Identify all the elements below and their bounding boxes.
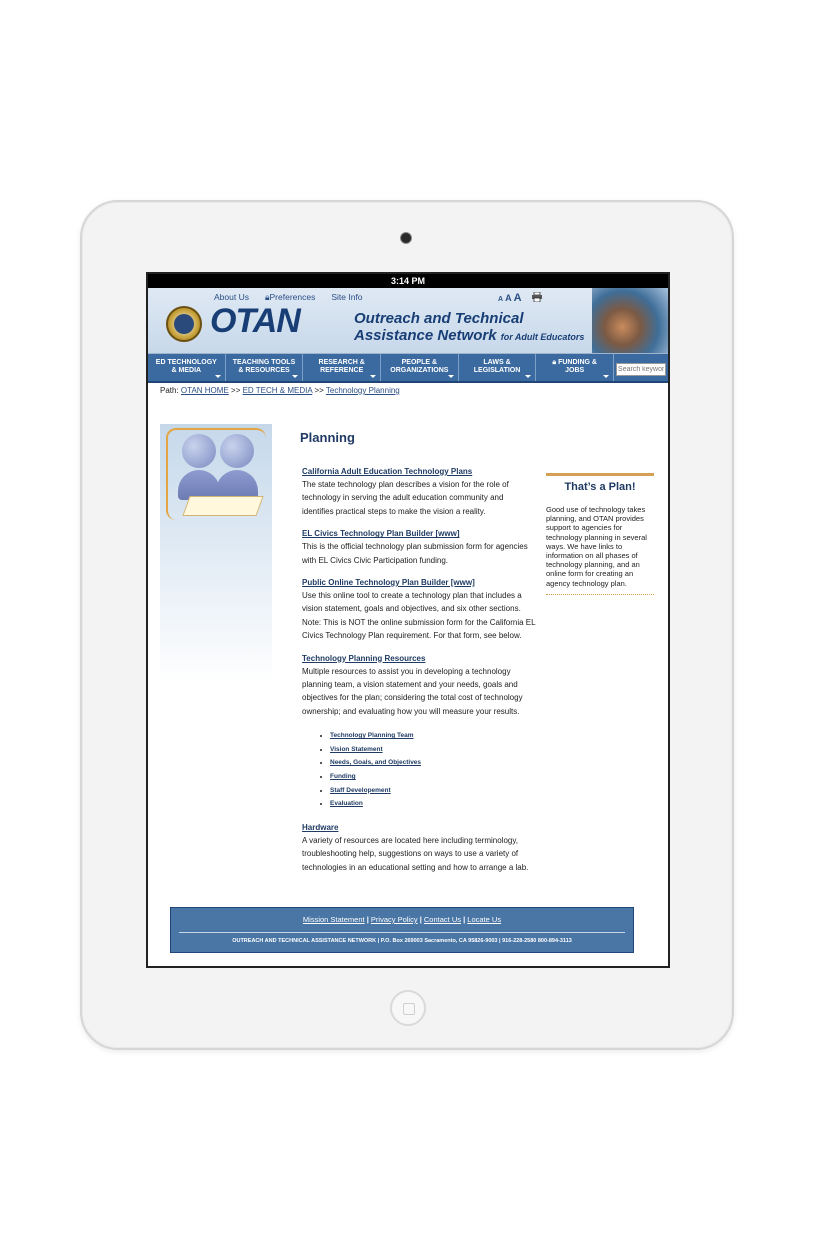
breadcrumb-sep: >> (231, 386, 241, 395)
nav-research[interactable] (303, 354, 381, 381)
footer-mission-link[interactable]: Mission Statement (302, 915, 365, 924)
site-info-link[interactable]: Site Info (331, 292, 363, 302)
list-item (330, 770, 536, 784)
font-size-controls (498, 292, 524, 304)
chevron-down-icon (370, 375, 376, 378)
sublink[interactable]: Funding (330, 773, 356, 781)
nav-label-1: ED TECHNOLOGY (155, 359, 217, 366)
lock-icon: 🔒︎ (552, 359, 557, 366)
section-link[interactable]: EL Civics Technology Plan Builder [www] (302, 529, 460, 539)
anniversary-seal (166, 306, 202, 342)
sublink[interactable]: Needs, Goals, and Objectives (330, 759, 422, 767)
sublink[interactable]: Technology Planning Team (330, 732, 414, 740)
otan-logo[interactable]: OTAN (210, 302, 300, 340)
preferences-label: Preferences (269, 292, 316, 302)
tagline-line-3: for Adult Educators (500, 332, 585, 342)
planning-illustration (160, 424, 272, 684)
nav-laws[interactable] (459, 354, 537, 381)
font-medium-button[interactable]: A (505, 293, 512, 303)
header-photo (592, 288, 668, 353)
footer-sep: | (366, 915, 369, 924)
chevron-down-icon (525, 375, 531, 378)
font-large-button[interactable]: A (513, 292, 522, 304)
chevron-down-icon (292, 375, 298, 378)
section-desc: A variety of resources are located here including terminology, troubleshooting help, suggestions on ways to use a variety of technologies in an educational setting and how to arrange a lab. (302, 835, 529, 872)
section (302, 654, 536, 719)
resource-list (302, 729, 536, 811)
nav-label-1: FUNDING & (558, 359, 597, 366)
nav-people[interactable] (381, 354, 459, 381)
section-desc: Multiple resources to assist you in developing a technology planning team, a vision statement and your needs, goals and objectives for the plan; considering the total cost of technology ownership; and evaluating how you will measure your results. (302, 666, 523, 716)
main-nav (148, 354, 668, 383)
nav-teaching-tools[interactable] (226, 354, 304, 381)
nav-label-2: & MEDIA (171, 367, 202, 374)
footer-contact-link[interactable]: Contact Us (423, 915, 461, 924)
site-header (148, 288, 668, 354)
footer-sep: | (419, 915, 422, 924)
nav-label-1: PEOPLE & (401, 359, 438, 366)
home-button[interactable] (390, 990, 426, 1026)
screen (146, 272, 670, 968)
section-desc: Use this online tool to create a technology plan that includes a vision statement, goals and objectives, and six other sections. Note: This is NOT the online submission form for the California EL Civics Technology Plan requirement. For that form, see below. (302, 591, 536, 641)
breadcrumb (148, 383, 668, 398)
footer-sep: | (463, 915, 466, 924)
breadcrumb-home[interactable]: OTAN HOME (180, 386, 229, 395)
nav-label-2: LEGISLATION (473, 367, 521, 374)
list-item (330, 743, 536, 757)
nav-label-1: TEACHING TOOLS (232, 359, 296, 366)
tagline-line-1: Outreach and Technical (354, 310, 524, 327)
site-footer (170, 907, 634, 953)
nav-search (614, 354, 668, 381)
list-item (330, 797, 536, 811)
nav-label-2: ORGANIZATIONS (390, 367, 449, 374)
callout-title: That’s a Plan! (564, 481, 636, 493)
print-icon[interactable] (532, 292, 542, 302)
list-item (330, 729, 536, 743)
footer-links (171, 908, 633, 924)
section-link[interactable]: California Adult Education Technology Plans (302, 467, 473, 476)
tagline-line-2-text: Assistance Network (354, 327, 497, 344)
section-desc: The state technology plan describes a vision for the role of technology in serving the adult education community and identifies practical steps to make the vision a reality. (302, 480, 509, 516)
footer-privacy-link[interactable]: Privacy Policy (370, 915, 418, 924)
sublink[interactable]: Vision Statement (330, 745, 383, 753)
about-us-link[interactable]: About Us (214, 292, 249, 302)
breadcrumb-current[interactable]: Technology Planning (325, 386, 400, 395)
list-item (330, 784, 536, 798)
footer-locate-link[interactable]: Locate Us (467, 915, 502, 924)
nav-ed-technology[interactable] (148, 354, 226, 381)
nav-label-2: & RESOURCES (238, 367, 290, 374)
section (302, 823, 536, 874)
nav-label-1: LAWS & (483, 359, 511, 366)
chevron-down-icon (215, 375, 221, 378)
nav-label-2: REFERENCE (320, 367, 364, 374)
tagline-line-2 (354, 327, 584, 346)
camera-icon (400, 232, 412, 244)
page-title: Planning (300, 430, 355, 445)
font-small-button[interactable]: A (498, 296, 504, 303)
section-desc: This is the official technology plan submission form for agencies with EL Civics Civic Participation funding. (302, 542, 528, 565)
list-item (330, 756, 536, 770)
nav-label-2: JOBS (565, 367, 585, 374)
chevron-down-icon (448, 375, 454, 378)
hardware-link[interactable]: Hardware (302, 822, 339, 832)
footer-address: OUTREACH AND TECHNICAL ASSISTANCE NETWORK | P.O. Box 269003 Sacramento, CA 95826-9003 | 916-228-2580 800-894-3113 (232, 938, 572, 944)
home-square-icon (403, 1003, 415, 1015)
section (302, 467, 536, 518)
sublink[interactable]: Staff Developement (330, 786, 391, 794)
callout-box (546, 473, 654, 595)
callout-body: Good use of technology takes planning, and OTAN provides support to agencies for technology planning in several ways. We have links to information on all phases of technology planning, and an online form for creating an agency technology plan. (546, 505, 647, 588)
lock-icon: 🔒︎ (264, 292, 270, 302)
breadcrumb-sep: >> (314, 386, 324, 395)
status-bar-time: 3:14 PM (148, 274, 668, 288)
section-link[interactable]: Technology Planning Resources (302, 653, 426, 663)
main-content (302, 424, 536, 885)
breadcrumb-label: Path: (160, 386, 179, 395)
breadcrumb-ed-tech[interactable]: ED TECH & MEDIA (242, 386, 313, 395)
section (302, 529, 536, 567)
tagline (354, 310, 584, 346)
section-link[interactable]: Public Online Technology Plan Builder [www] (302, 578, 475, 588)
chevron-down-icon (603, 375, 609, 378)
nav-label-1: RESEARCH & (318, 359, 365, 366)
section (302, 578, 536, 643)
nav-funding[interactable] (536, 354, 614, 381)
search-input[interactable] (616, 363, 666, 376)
sublink[interactable]: Evaluation (330, 800, 363, 808)
